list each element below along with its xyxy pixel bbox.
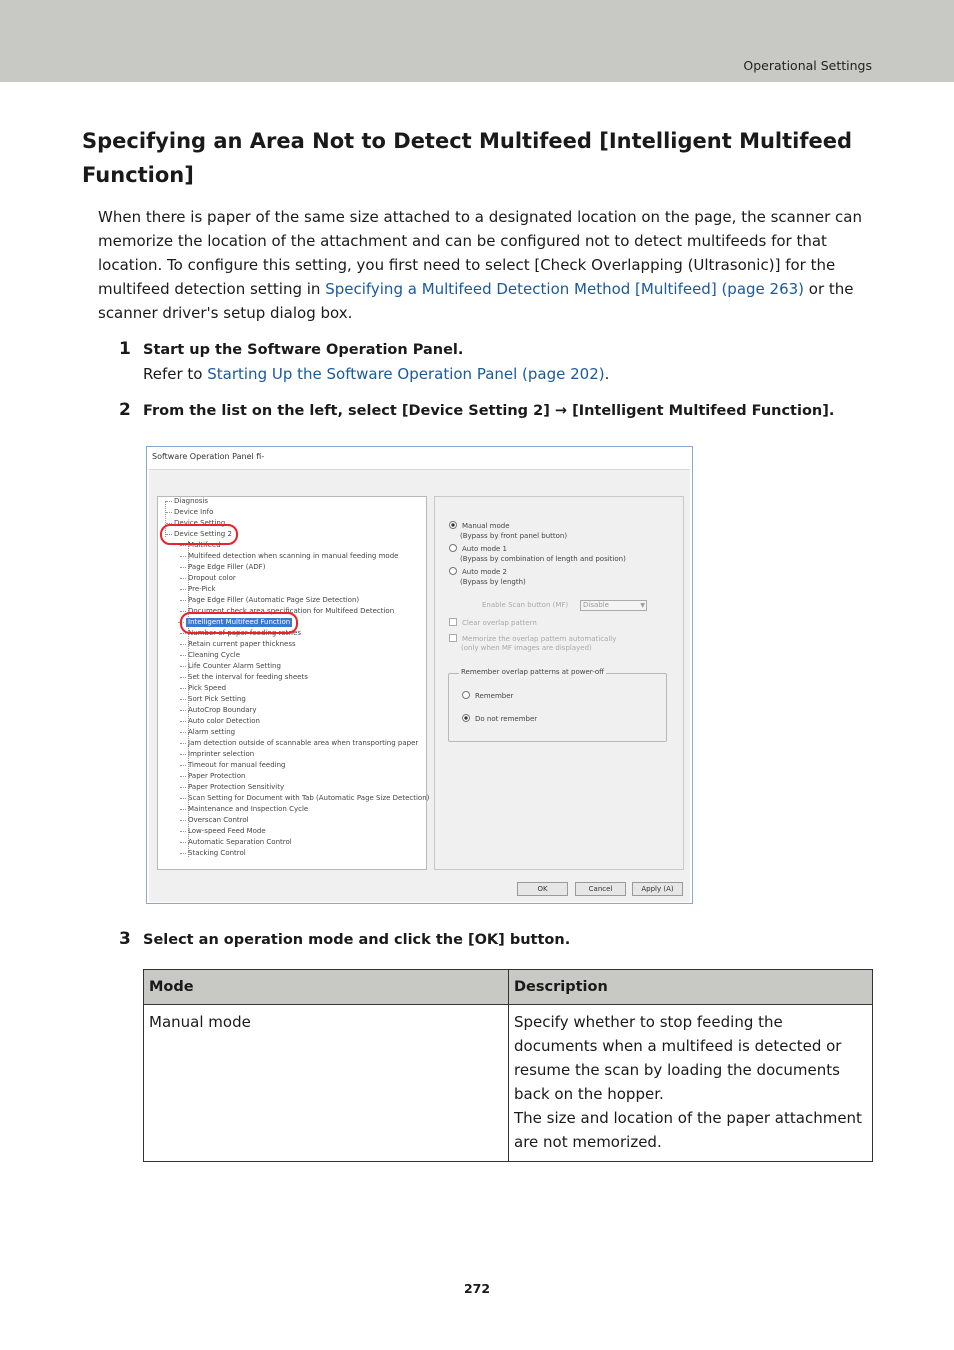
tree-item[interactable]: Multifeed (188, 541, 221, 549)
auto-mode-1-radio[interactable] (449, 544, 507, 554)
step-text: From the list on the left, select [Device Setting 2] → [Intelligent Multifeed Function]. (143, 403, 835, 419)
do-not-remember-radio[interactable] (462, 714, 537, 724)
intelligent-multifeed-highlight (180, 612, 298, 634)
clear-overlap-label: Clear overlap pattern (462, 619, 537, 627)
group-label: Remember overlap patterns at power-off (461, 668, 604, 676)
tree-item[interactable]: Scan Setting for Document with Tab (Automatic Page Size Detection) (188, 794, 430, 802)
intro-text-after: or the scanner driver's setup dialog box. (98, 280, 854, 322)
tree-item[interactable]: Page Edge Filler (Automatic Page Size Detection) (188, 596, 360, 604)
step-text: Start up the Software Operation Panel. (143, 342, 464, 358)
remember-overlap-group (448, 668, 667, 742)
tree-item[interactable]: Document check area specification for Multifeed Detection (188, 607, 395, 615)
tree-item[interactable]: Automatic Separation Control (188, 838, 292, 846)
tree-item[interactable]: Pick Speed (188, 684, 227, 692)
options-panel (434, 496, 684, 870)
settings-tree (157, 496, 430, 870)
tree-item-intelligent-multifeed[interactable]: Intelligent Multifeed Function (188, 618, 291, 626)
tree-item[interactable]: Dropout color (188, 574, 236, 582)
step-reference (143, 365, 609, 383)
radio-icon (462, 714, 470, 722)
tree-item[interactable]: Sort Pick Setting (188, 695, 246, 703)
tree-item[interactable]: Stacking Control (188, 849, 246, 857)
page-header-bar (0, 0, 954, 82)
manual-mode-radio[interactable] (449, 521, 510, 531)
auto-mode-2-note: (Bypass by length) (460, 578, 526, 586)
tree-item[interactable]: Cleaning Cycle (188, 651, 241, 659)
description-line: The size and location of the paper attachment are not memorized. (514, 1109, 862, 1151)
tree-item[interactable]: Alarm setting (188, 728, 236, 736)
tree-item[interactable]: Device Info (174, 508, 214, 516)
multifeed-method-link[interactable]: Specifying a Multifeed Detection Method [Multifeed] (page 263) (325, 280, 805, 298)
apply-button[interactable]: Apply (A) (632, 882, 683, 896)
intro-text-before: When there is paper of the same size attached to a designated location on the page, the scanner can memorize the location of the attachment and can be configured not to detect multifeeds for that location. To configure this setting, you first need to select [Check Overlapping (Ultrasonic)] for the multifeed detection setting in (98, 208, 862, 298)
column-header-description: Description (509, 970, 873, 1005)
tree-item[interactable]: AutoCrop Boundary (188, 706, 257, 714)
mode-table (143, 969, 873, 1162)
tree-item[interactable]: Maintenance and Inspection Cycle (188, 805, 309, 813)
step-ref-suffix: . (604, 365, 610, 383)
tree-item[interactable]: Retain current paper thickness (188, 640, 296, 648)
intro-paragraph (98, 205, 868, 325)
tree-item[interactable]: Page Edge Filler (ADF) (188, 563, 266, 571)
description-cell (509, 1005, 873, 1162)
step-ref-prefix: Refer to (143, 365, 208, 383)
tree-item[interactable]: Imprinter selection (188, 750, 255, 758)
software-operation-panel-screenshot (146, 446, 693, 904)
radio-icon (462, 691, 470, 699)
tree-item[interactable]: Device Setting (174, 519, 226, 527)
column-header-mode: Mode (144, 970, 509, 1005)
memorize-overlap-note: (only when MF images are displayed) (461, 644, 592, 652)
radio-icon (449, 567, 457, 575)
tree-item[interactable]: Jam detection outside of scannable area when transporting paper (188, 739, 419, 747)
auto-mode-2-radio[interactable] (449, 567, 507, 577)
cancel-button[interactable]: Cancel (575, 882, 626, 896)
manual-mode-label: Manual mode (462, 522, 510, 530)
select-value: Disable (583, 601, 609, 609)
tree-item[interactable]: Multifeed detection when scanning in manual feeding mode (188, 552, 399, 560)
manual-mode-note: (Bypass by front panel button) (460, 532, 568, 540)
memorize-overlap-label: Memorize the overlap pattern automatically (462, 635, 617, 643)
ok-button[interactable]: OK (517, 882, 568, 896)
table-header-row (144, 970, 873, 1005)
radio-icon (449, 544, 457, 552)
tree-item[interactable]: Paper Protection (188, 772, 246, 780)
step-text: Select an operation mode and click the [OK] button. (143, 932, 571, 948)
table-row (144, 1005, 873, 1162)
remember-radio[interactable] (462, 691, 513, 701)
tree-item[interactable]: Timeout for manual feeding (188, 761, 286, 769)
radio-icon (449, 521, 457, 529)
tree-item[interactable]: Diagnosis (174, 497, 209, 505)
auto-mode-1-note: (Bypass by combination of length and position) (460, 555, 626, 563)
tree-item-device-setting-2[interactable]: Device Setting 2 (174, 530, 232, 538)
page-number: 272 (463, 1281, 491, 1296)
step-number: 2 (119, 400, 131, 420)
remember-label: Remember (475, 692, 514, 700)
mode-cell: Manual mode (144, 1005, 509, 1162)
checkbox-icon (449, 618, 457, 626)
tree-item[interactable]: Number of paper feeding retries (188, 629, 302, 637)
memorize-overlap-checkbox[interactable] (449, 634, 616, 644)
tree-item[interactable]: Set the interval for feeding sheets (188, 673, 308, 681)
auto-mode-1-label: Auto mode 1 (462, 545, 508, 553)
enable-scan-button-select[interactable] (580, 600, 647, 611)
description-line: Specify whether to stop feeding the documents when a multifeed is detected or resume the scan by loading the documents back on the hopper. (514, 1013, 842, 1103)
device-setting-2-highlight (160, 524, 238, 545)
do-not-remember-label: Do not remember (475, 715, 538, 723)
page-title: Specifying an Area Not to Detect Multifeed [Intelligent Multifeed Function] (82, 129, 853, 187)
tree-item[interactable]: Paper Protection Sensitivity (188, 783, 285, 791)
tree-item[interactable]: Low-speed Feed Mode (188, 827, 266, 835)
step-number: 1 (119, 339, 131, 359)
clear-overlap-checkbox[interactable] (449, 618, 537, 628)
step-number: 3 (119, 929, 131, 949)
chevron-down-icon: ▼ (640, 602, 645, 609)
operation-panel-link[interactable]: Starting Up the Software Operation Panel (page 202) (207, 365, 605, 383)
auto-mode-2-label: Auto mode 2 (462, 568, 508, 576)
tree-item[interactable]: Pre-Pick (188, 585, 216, 593)
checkbox-icon (449, 634, 457, 642)
section-name: Operational Settings (743, 58, 872, 73)
tree-item[interactable]: Auto color Detection (188, 717, 260, 725)
dialog-body (149, 469, 690, 902)
tree-item[interactable]: Overscan Control (188, 816, 249, 824)
dialog-title: Software Operation Panel fi- (152, 452, 265, 461)
enable-scan-button-label: Enable Scan button (MF) (482, 601, 569, 609)
tree-item[interactable]: Life Counter Alarm Setting (188, 662, 281, 670)
